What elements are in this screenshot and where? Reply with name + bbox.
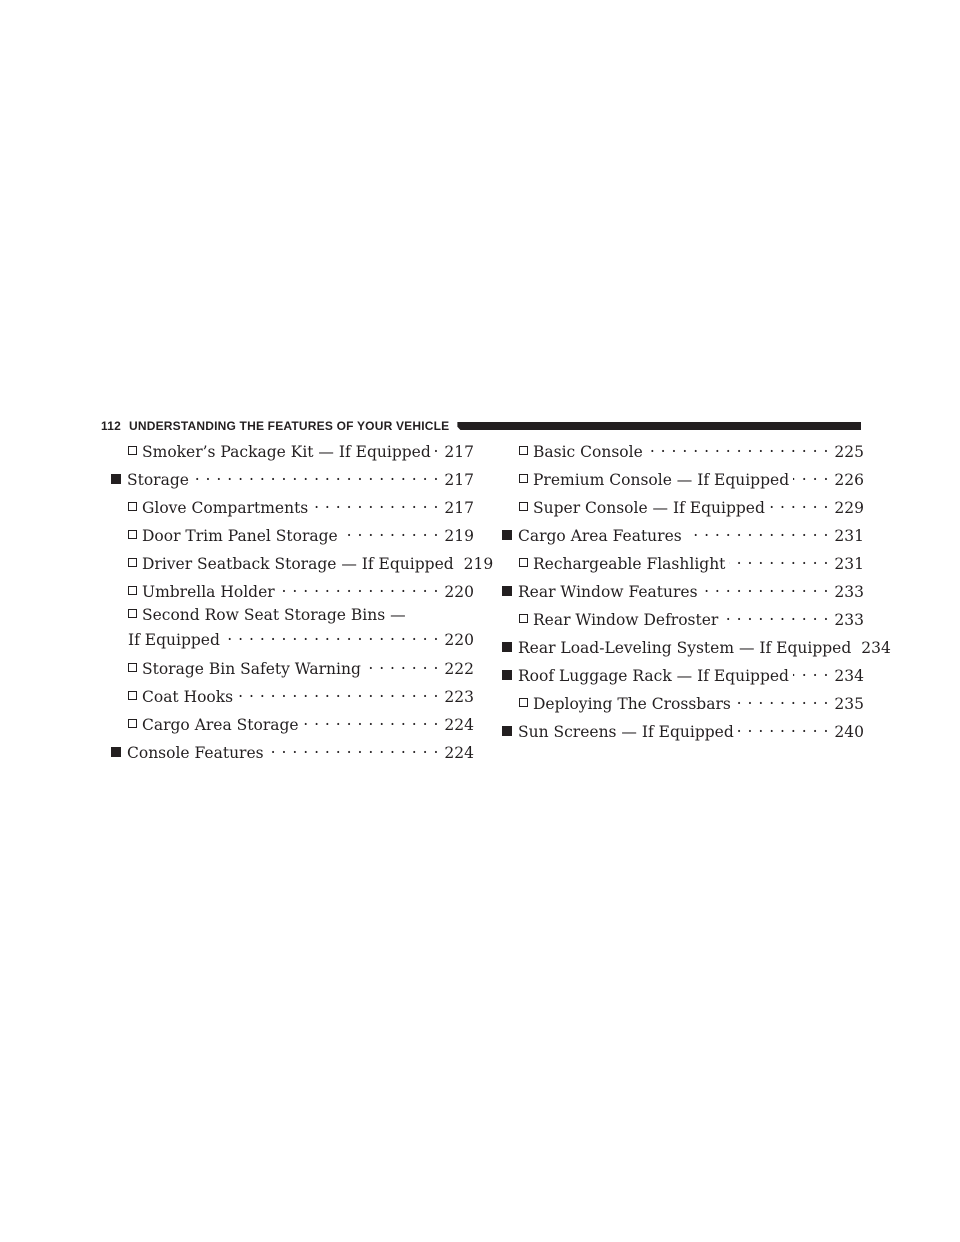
filled-square-bullet-icon bbox=[502, 726, 512, 736]
hollow-square-bullet-icon bbox=[128, 446, 137, 455]
dot-leader bbox=[312, 493, 438, 513]
toc-entry[interactable] bbox=[111, 738, 474, 766]
hollow-square-bullet-icon bbox=[128, 502, 137, 511]
dot-leader bbox=[193, 465, 438, 485]
filled-square-bullet-icon bbox=[111, 747, 121, 757]
dot-leader bbox=[268, 738, 439, 758]
dot-leader bbox=[365, 654, 439, 674]
toc-entry[interactable] bbox=[502, 549, 864, 577]
page-header bbox=[101, 417, 861, 435]
toc-entry-label: Second Row Seat Storage Bins — bbox=[142, 606, 406, 624]
toc-entry[interactable] bbox=[502, 437, 864, 465]
toc-entry-page: 235 bbox=[834, 695, 864, 713]
section-title: UNDERSTANDING THE FEATURES OF YOUR VEHICLE bbox=[128, 419, 450, 433]
toc-entry-page: 217 bbox=[444, 471, 474, 489]
toc-entry-label: Door Trim Panel Storage bbox=[142, 527, 338, 545]
toc-entry[interactable] bbox=[111, 465, 474, 493]
toc-entry-label: Driver Seatback Storage — If Equipped bbox=[142, 555, 454, 573]
hollow-square-bullet-icon bbox=[128, 609, 137, 618]
hollow-square-bullet-icon bbox=[519, 446, 528, 455]
hollow-square-bullet-icon bbox=[128, 586, 137, 595]
toc-entry-page: 240 bbox=[834, 723, 864, 741]
toc-entry-page: 226 bbox=[834, 471, 864, 489]
dot-leader bbox=[647, 437, 829, 457]
hollow-square-bullet-icon bbox=[519, 474, 528, 483]
filled-square-bullet-icon bbox=[502, 670, 512, 680]
dot-leader bbox=[735, 689, 829, 709]
dot-leader bbox=[303, 710, 439, 730]
toc-entry-label: Coat Hooks bbox=[142, 688, 234, 706]
toc-entry-label: Rechargeable Flashlight bbox=[533, 555, 726, 573]
toc-entry-label: Premium Console — If Equipped bbox=[533, 471, 790, 489]
toc-entry-page: 234 bbox=[861, 639, 891, 657]
dot-leader bbox=[279, 577, 439, 597]
toc-entry-label: Roof Luggage Rack — If Equipped bbox=[518, 667, 789, 685]
hollow-square-bullet-icon bbox=[128, 691, 137, 700]
dot-leader bbox=[342, 521, 439, 541]
toc-entry-label-continued: If Equipped bbox=[128, 631, 220, 649]
toc-entry[interactable] bbox=[111, 710, 474, 738]
toc-entry[interactable] bbox=[502, 633, 891, 661]
hollow-square-bullet-icon bbox=[128, 530, 137, 539]
dot-leader bbox=[793, 661, 828, 681]
toc-entry[interactable] bbox=[502, 689, 864, 717]
dot-leader bbox=[224, 625, 439, 645]
header-rule bbox=[457, 422, 861, 430]
toc-entry-page: 231 bbox=[834, 555, 864, 573]
hollow-square-bullet-icon bbox=[128, 663, 137, 672]
toc-entry-page: 224 bbox=[444, 716, 474, 734]
filled-square-bullet-icon bbox=[111, 474, 121, 484]
toc-entry-page: 234 bbox=[834, 667, 864, 685]
toc-entry-page: 229 bbox=[834, 499, 864, 517]
toc-entry-page: 217 bbox=[444, 499, 474, 517]
toc-entry-page: 233 bbox=[834, 583, 864, 601]
toc-entry[interactable] bbox=[111, 437, 474, 465]
toc-entry-label: Console Features bbox=[127, 744, 264, 762]
dot-leader bbox=[793, 465, 828, 485]
hollow-square-bullet-icon bbox=[519, 614, 528, 623]
toc-entry-label: Sun Screens — If Equipped bbox=[518, 723, 734, 741]
filled-square-bullet-icon bbox=[502, 642, 512, 652]
toc-entry-page: 219 bbox=[463, 555, 494, 573]
toc-entry-label: Rear Load-Leveling System — If Equipped bbox=[518, 639, 852, 657]
toc-entry-label: Smoker’s Package Kit — If Equipped bbox=[142, 443, 431, 461]
toc-entry-label: Basic Console bbox=[533, 443, 643, 461]
dot-leader bbox=[722, 605, 828, 625]
toc-entry[interactable] bbox=[111, 682, 474, 710]
toc-entry[interactable] bbox=[111, 493, 474, 521]
filled-square-bullet-icon bbox=[502, 530, 512, 540]
toc-entry-label: Cargo Area Features bbox=[518, 527, 682, 545]
toc-entry[interactable] bbox=[502, 717, 864, 745]
toc-entry-page: 224 bbox=[444, 744, 474, 762]
toc-entry[interactable] bbox=[502, 521, 864, 549]
toc-entry[interactable] bbox=[502, 661, 864, 689]
dot-leader bbox=[702, 577, 829, 597]
toc-entry-label: Rear Window Features bbox=[518, 583, 698, 601]
toc-entry-label: Storage Bin Safety Warning bbox=[142, 660, 361, 678]
dot-leader bbox=[729, 549, 828, 569]
hollow-square-bullet-icon bbox=[128, 719, 137, 728]
toc-entry-label: Deploying The Crossbars bbox=[533, 695, 731, 713]
toc-entry-page: 233 bbox=[834, 611, 864, 629]
toc-entry-page: 222 bbox=[444, 660, 474, 678]
toc-entry[interactable] bbox=[111, 605, 474, 654]
dot-leader bbox=[686, 521, 829, 541]
dot-leader bbox=[769, 493, 829, 513]
toc-entry-label: Glove Compartments bbox=[142, 499, 309, 517]
toc-entry-label: Super Console — If Equipped bbox=[533, 499, 765, 517]
hollow-square-bullet-icon bbox=[519, 558, 528, 567]
toc-entry-label: Storage bbox=[127, 471, 189, 489]
toc-entry[interactable] bbox=[502, 605, 864, 633]
dot-leader bbox=[435, 437, 439, 457]
toc-entry[interactable] bbox=[111, 577, 474, 605]
toc-entry-label: Umbrella Holder bbox=[142, 583, 275, 601]
toc-entry-page: 219 bbox=[444, 527, 474, 545]
dot-leader bbox=[237, 682, 438, 702]
hollow-square-bullet-icon bbox=[519, 698, 528, 707]
toc-right-column bbox=[502, 437, 891, 745]
toc-left-column bbox=[111, 437, 494, 766]
toc-entry[interactable] bbox=[111, 521, 474, 549]
page-number: 112 bbox=[101, 419, 121, 433]
toc-entry[interactable] bbox=[111, 549, 494, 577]
toc-entry-page: 217 bbox=[444, 443, 474, 461]
toc-entry-page: 223 bbox=[444, 688, 474, 706]
toc-entry-page: 231 bbox=[834, 527, 864, 545]
toc-entry-page: 225 bbox=[834, 443, 864, 461]
toc-entry-label: Cargo Area Storage bbox=[142, 716, 299, 734]
hollow-square-bullet-icon bbox=[519, 502, 528, 511]
hollow-square-bullet-icon bbox=[128, 558, 137, 567]
toc-entry[interactable] bbox=[502, 465, 864, 493]
toc-entry-label: Rear Window Defroster bbox=[533, 611, 719, 629]
toc-entry[interactable] bbox=[111, 654, 474, 682]
toc-entry-page: 220 bbox=[444, 583, 474, 601]
toc-entry[interactable] bbox=[502, 577, 864, 605]
dot-leader bbox=[738, 717, 829, 737]
toc-entry-page: 220 bbox=[444, 631, 474, 649]
toc-entry[interactable] bbox=[502, 493, 864, 521]
filled-square-bullet-icon bbox=[502, 586, 512, 596]
